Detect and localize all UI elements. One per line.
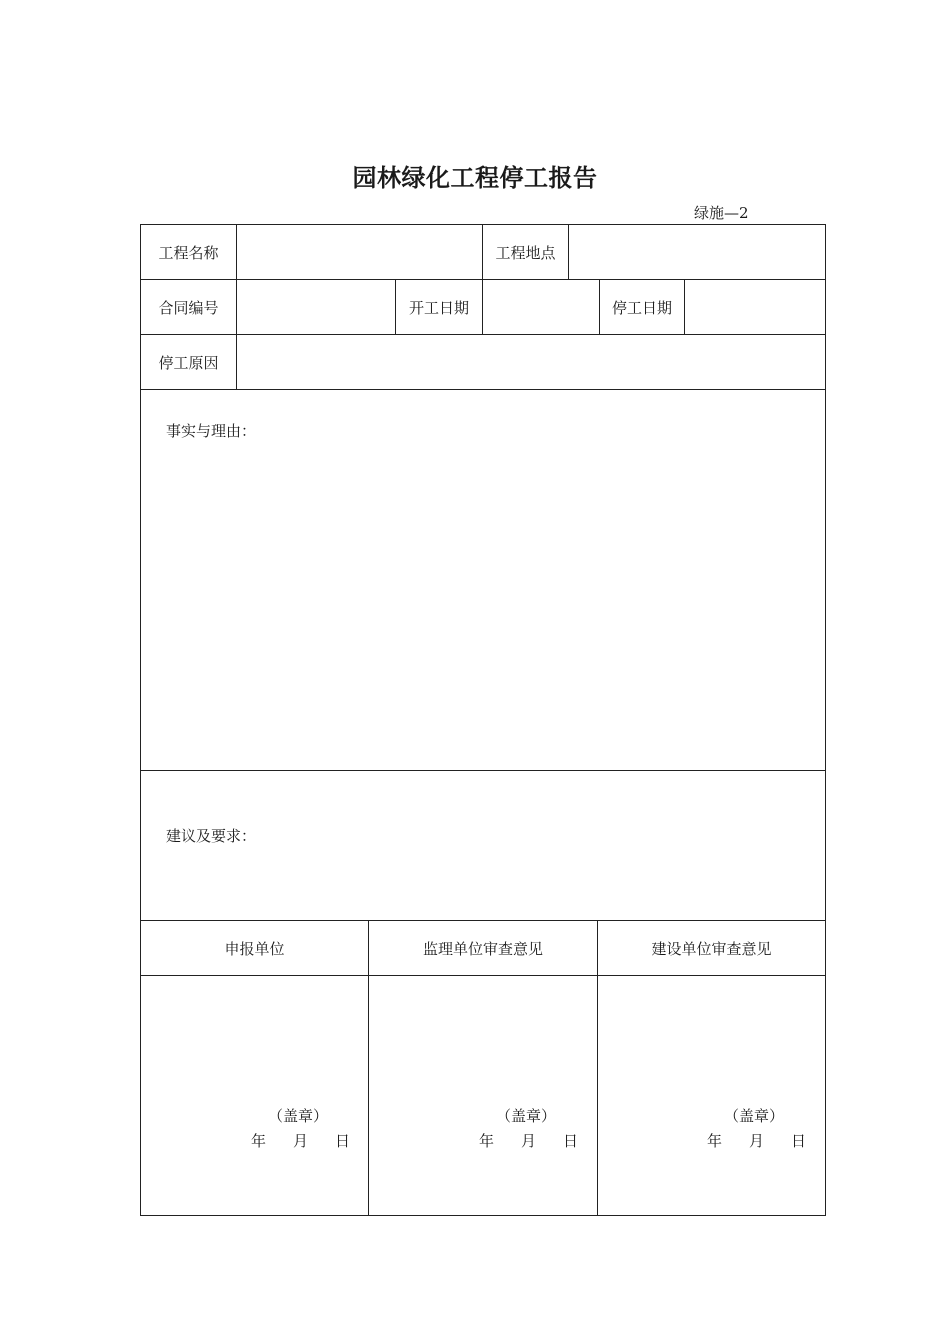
supervisor-date-year: 年 <box>479 1132 495 1150</box>
row-divider <box>140 975 826 976</box>
supervisor-review-header: 监理单位审查意见 <box>422 939 543 958</box>
project-location-field[interactable] <box>569 225 825 279</box>
applicant-date-day: 日 <box>335 1132 351 1150</box>
project-name-field[interactable] <box>237 225 482 279</box>
owner-seal: （盖章） <box>724 1107 785 1125</box>
facts-and-reasons-label: 事实与理由： <box>166 422 257 440</box>
row-divider <box>140 389 826 390</box>
owner-date-month: 月 <box>749 1132 765 1150</box>
applicant-seal: （盖章） <box>268 1107 329 1125</box>
supervisor-seal: （盖章） <box>496 1107 557 1125</box>
owner-review-header: 建设单位审查意见 <box>651 939 772 958</box>
contract-number-field[interactable] <box>237 280 395 334</box>
contract-number-label: 合同编号 <box>158 298 219 317</box>
start-date-field[interactable] <box>483 280 599 334</box>
form-number: 绿施—2 <box>694 204 749 222</box>
applicant-unit-header: 申报单位 <box>224 939 285 958</box>
page-title: 园林绿化工程停工报告 <box>352 163 598 192</box>
supervisor-date-day: 日 <box>563 1132 579 1150</box>
suggestions-label: 建议及要求： <box>166 827 257 845</box>
applicant-date-month: 月 <box>293 1132 309 1150</box>
supervisor-date-month: 月 <box>521 1132 537 1150</box>
project-location-label: 工程地点 <box>495 243 556 262</box>
stop-date-label: 停工日期 <box>611 298 672 317</box>
stop-date-field[interactable] <box>685 280 825 334</box>
owner-date-day: 日 <box>791 1132 807 1150</box>
project-name-label: 工程名称 <box>158 243 219 262</box>
table-border-right <box>825 224 826 1216</box>
applicant-date-year: 年 <box>251 1132 267 1150</box>
table-border-bottom <box>140 1215 826 1216</box>
row-divider <box>140 770 826 771</box>
stop-reason-label: 停工原因 <box>158 353 219 372</box>
start-date-label: 开工日期 <box>408 298 469 317</box>
owner-date-year: 年 <box>707 1132 723 1150</box>
stop-reason-field[interactable] <box>237 335 825 389</box>
